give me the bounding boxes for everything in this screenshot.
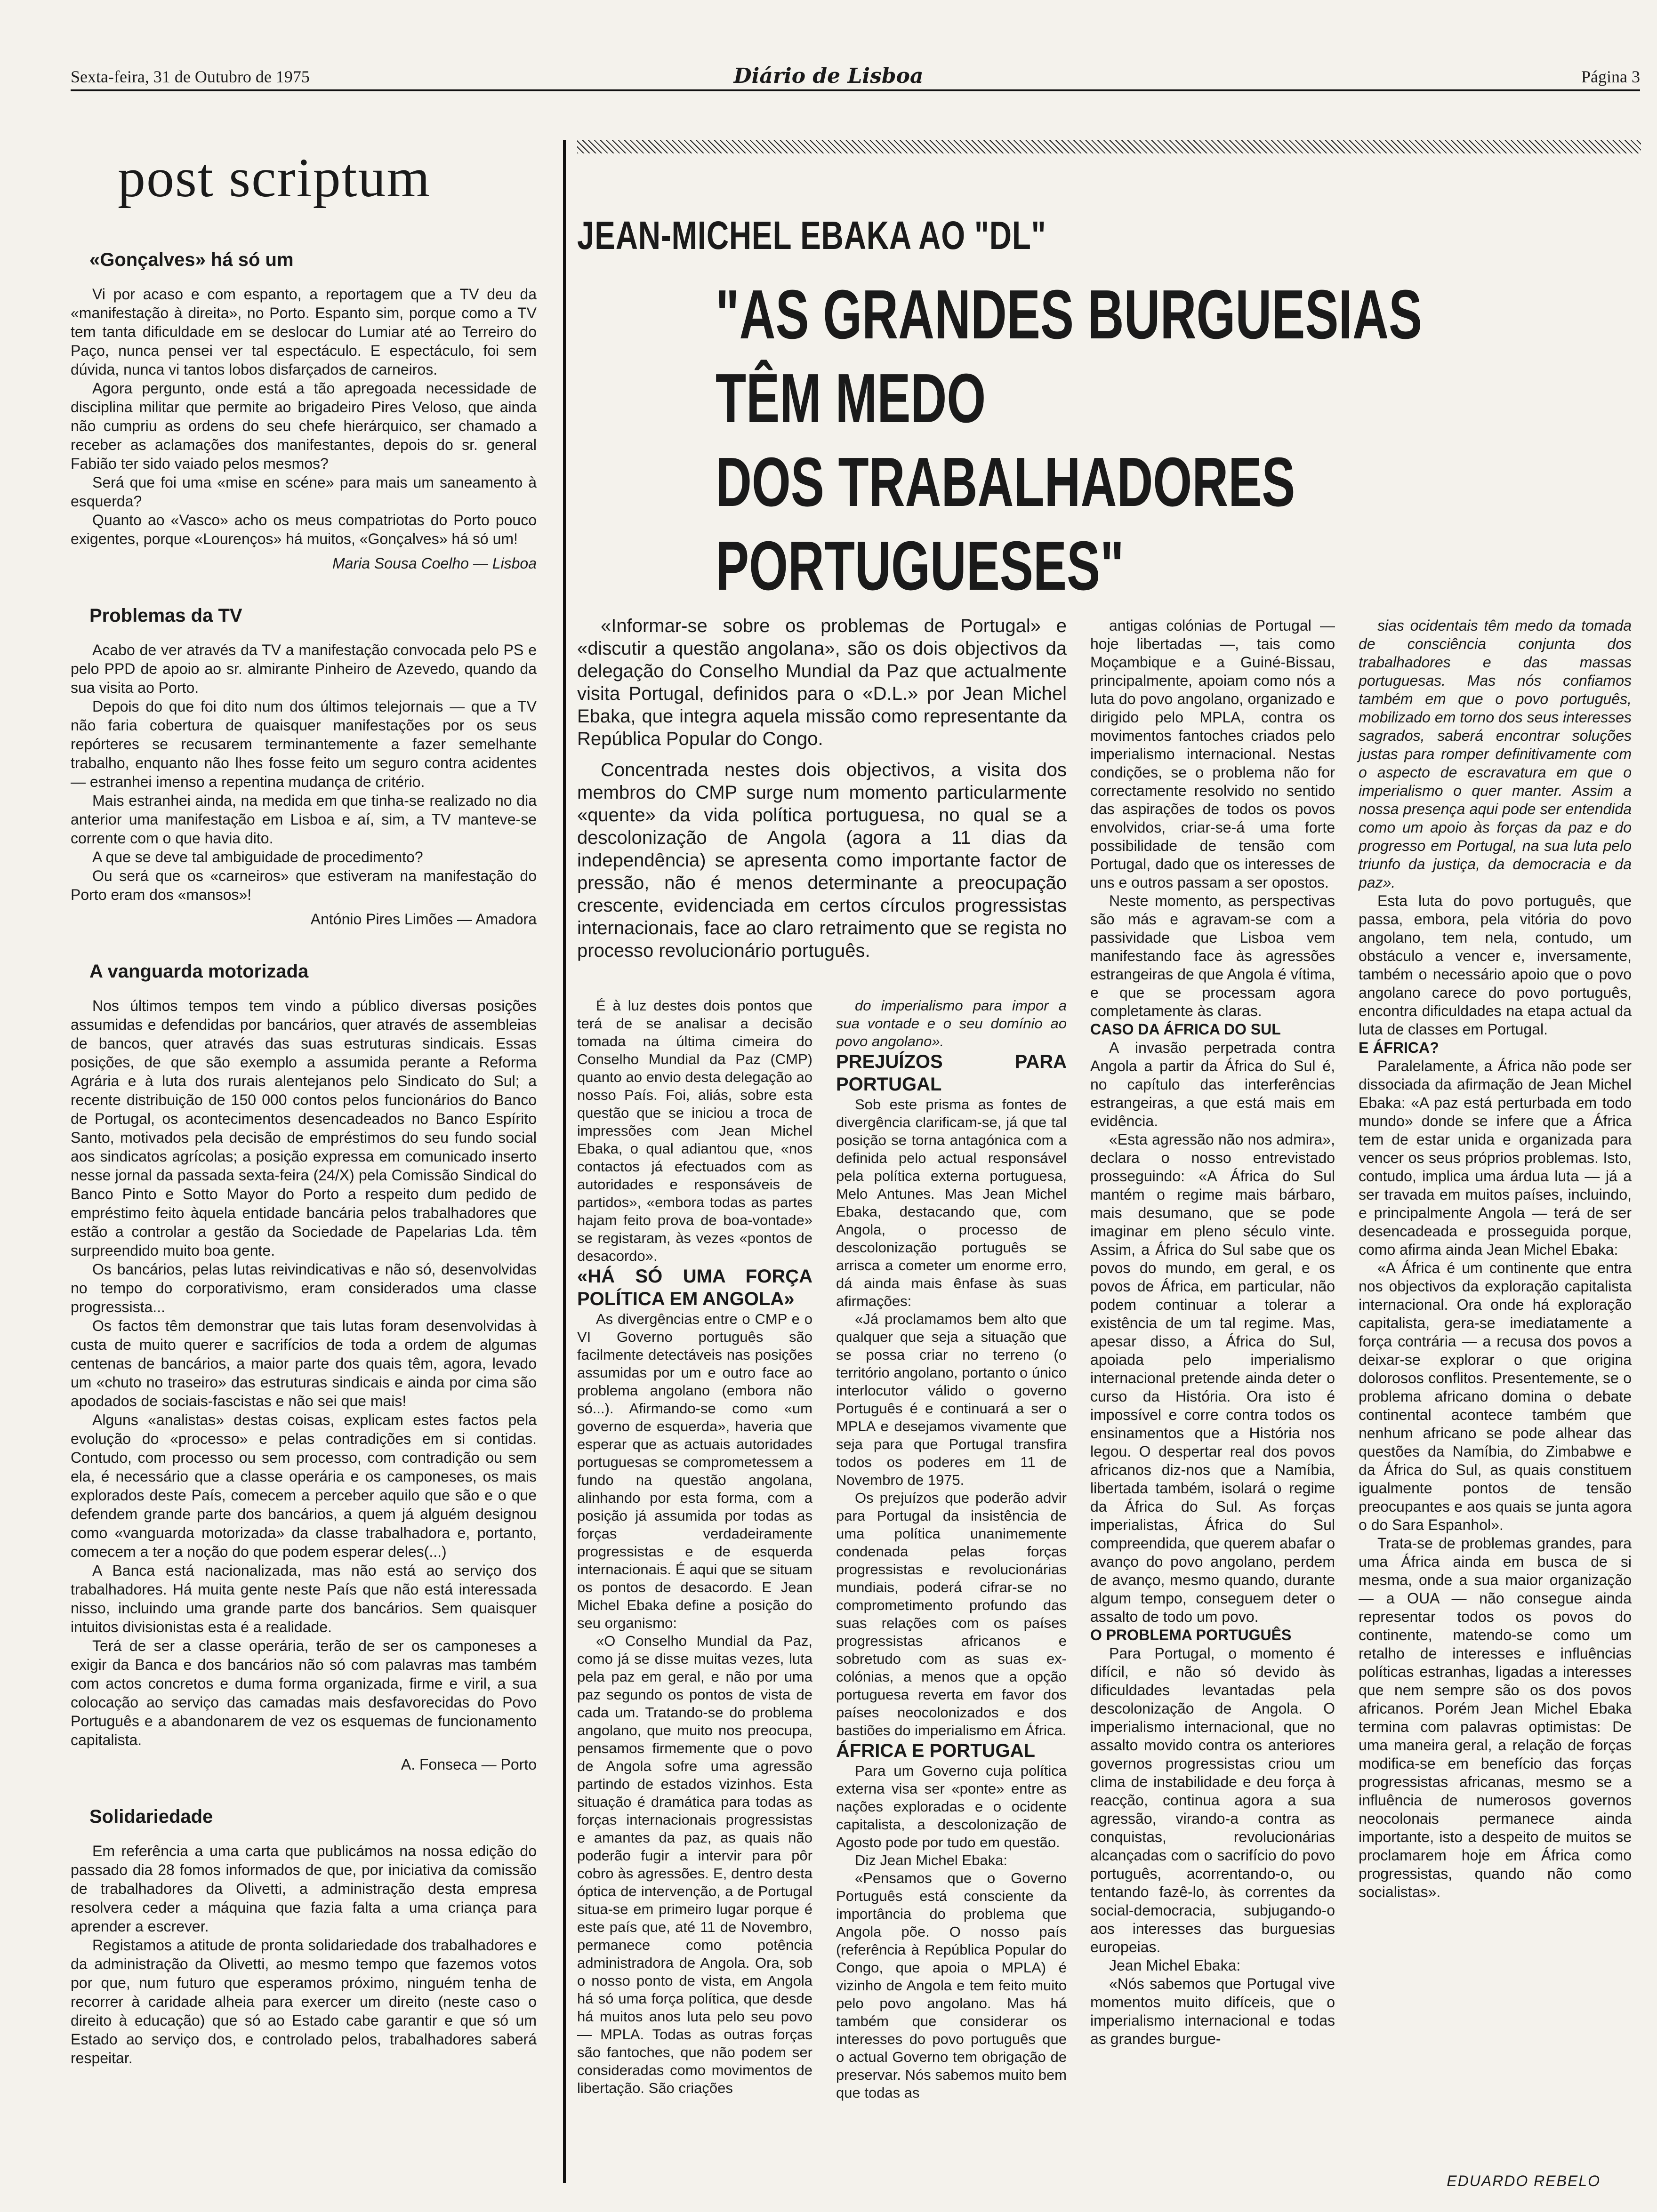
- paragraph: Vi por acaso e com espanto, a reportagem que a TV deu da «manifestação à direita», no Porto. Espanto sim, porque como a TV tem tanta dificuldade em se deslocar do Lumiar até ao Terreiro do Paço, nunca pensei ver tal espectáculo. E espectáculo, foi sem dúvida, nunca vi tantos lobos disfarçados de carneiros.: [71, 286, 537, 378]
- letter-signature: Maria Sousa Coelho — Lisboa: [332, 555, 537, 572]
- newspaper-name: Diário de Lisboa: [733, 64, 924, 88]
- paragraph: Nos últimos tempos tem vindo a público diversas posições assumidas e defendidas por bancários, quer através de assembleias de bancos, quer através das suas estruturas sindicais. Essas posições, de que são exemplo a assumida perante a Reforma Agrária e à luta dos rurais alentejanos pelo Sindicato do Sul; a recente distribuição de 150 000 contos pelos funcionários do Banco de Portugal, os acontecimentos desencadeados no Banco Espírito Santo, motivados pela decisão de empréstimos do seu fundo social aos sindicatos agrícolas; a posição expressa em comunicado inserto nesse jornal da passada sexta-feira (24/X) pela Comissão Sindical do Banco Pinto e Sotto Mayor do Porto a respeito dum pedido de empréstimo feito àquela entidade bancária pelos trabalhadores que estão a controlar a gestão da Sociedade de Papelarias Lda. têm surpreendido muito boa gente.: [71, 997, 537, 1259]
- paragraph: Os factos têm demonstrar que tais lutas foram desenvolvidas à custa de muito querer e sacrifícios de toda a ordem de algumas centenas de bancários, a maior parte dos quais têm, agora, levado um «chuto no traseiro» das estruturas sindicais e ainda por cima são apodados de sociais-fascistas e não sei que mais!: [71, 1317, 537, 1410]
- paragraph: antigas colónias de Portugal — hoje libertadas —, tais como Moçambique e a Guiné-Bissau, principalmente, apoiam como nós a luta do povo angolano, organizado e dirigido pelo MPLA, contra os movimentos fantoches criados pelo imperialismo internacional. Nestas condições, se o problema não for correctamente resolvido no sentido das aspirações de todos os povos envolvidos, criar-se-á uma forte possibilidade de tensão com Portugal, dado que os interesses de uns e outros passam a ser opostos.: [1090, 617, 1335, 891]
- paragraph: Neste momento, as perspectivas são más e agravam-se com a passividade que Lisboa vem manifestando face às agressões estrangeiras de que Angola é vítima, e que se processam agora completamente às claras.: [1090, 892, 1335, 1019]
- paragraph: Para Portugal, o momento é difícil, e não só devido às dificuldades levantadas pela descolonização de Angola. O imperialismo internacional, que no assalto movido contra os anteriores governos progressistas criou um clima de instabilidade e deu força à reacção, continua agora a sua agressão, virando-a contra as conquistas, revolucionárias alcançadas com o sacrifício do povo português, acorrentando-o, ou tentando fazê-lo, às correntes da social-democracia, subjugando-o aos interesses das burguesias europeias.: [1090, 1645, 1335, 1956]
- headline-line: "AS GRANDES BURGUESIAS: [716, 276, 1423, 353]
- paragraph: A que se deve tal ambiguidade de procedimento?: [92, 849, 423, 866]
- letter-heading: Solidariedade: [89, 1806, 213, 1827]
- paragraph: Os bancários, pelas lutas reivindicativas e não só, desenvolvidas no tempo do corporativismo, eram considerados uma classe progressista...: [71, 1261, 537, 1315]
- paragraph: A invasão perpetrada contra Angola a partir da África do Sul é, no capítulo das interferências estrangeiras, a que está mais em evidência.: [1090, 1039, 1335, 1130]
- paragraph: Sob este prisma as fontes de divergência clarificam-se, já que tal posição se torna antagónica com a definida pelo actual responsável pela política externa portuguesa, Melo Antunes. Mas Jean Michel Ebaka, destacando que, com Angola, o processo de descolonização português se arrisca a cometer um enorme erro, dá ainda mais ênfase às suas afirmações:: [836, 1096, 1067, 1309]
- paragraph: do imperialismo para impor a sua vontade e o seu domínio ao povo angolano».: [836, 997, 1067, 1050]
- headline-line: DOS TRABALHADORES: [716, 443, 1295, 521]
- letter: [71, 961, 537, 1773]
- headline-line: TÊM MEDO: [716, 360, 986, 437]
- article-column-4: [1359, 617, 1632, 1901]
- subheading: E ÁFRICA?: [1359, 1039, 1439, 1056]
- paragraph: Terá de ser a classe operária, terão de ser os camponeses a exigir da Banca e dos bancários não só com palavras mas também com actos concretos e duma forma organizada, firme e viril, a sua colocação ao serviço das camadas mais desfavorecidas do Povo Português e a abandonarem de vez os esquemas de funcionamento capitalista.: [71, 1637, 537, 1748]
- letter-signature: António Pires Limões — Amadora: [310, 911, 537, 928]
- paragraph: Trata-se de problemas grandes, para uma África ainda em busca de si mesma, onde a sua maior organização — a OUA — não consegue ainda representar todos os povos do continente, matendo-se como um retalho de interesses e influências políticas estranhas, ligadas a interesses que nem sempre são os dos povos africanos. Porém Jean Michel Ebaka termina com palavras optimistas: De uma maneira geral, a relação de forças modifica-se em benefício das forças progressistas africanas, mesmo se a influência de numerosos governos neocolonais permanece ainda importante, isto a despeito de muitos se proclamarem hoje em África como progressistas, quando não como socialistas».: [1359, 1535, 1632, 1900]
- paragraph: É à luz destes dois pontos que terá de se analisar a decisão tomada na última cimeira do Conselho Mundial da Paz (CMP) quanto ao envio desta delegação ao nosso País. Foi, aliás, sobre esta questão que se iniciou a troca de impressões com Jean Michel Ebaka, o qual adiantou que, «nos contactos já efectuados com as autoridades e responsáveis de partidos», «embora todas as partes hajam feito prova de boa-vontade» se registaram, às vezes «pontos de desacordo».: [577, 997, 812, 1264]
- paragraph: sias ocidentais têm medo da tomada de consciência conjunta dos trabalhadores e das massas portuguesas. Mas nós confiamos também em que o povo português, mobilizado em torno dos seus interesses sagrados, saberá encontrar soluções justas para romper definitivamente com o aspecto de escravatura em que o imperialismo o quer manter. Assim a nossa presença aqui pode ser entendida como um apoio às forças da paz e do progresso em Portugal, na sua luta pelo triunfo da justiça, da democracia e da paz».: [1359, 617, 1632, 891]
- letter-heading: Problemas da TV: [89, 605, 242, 626]
- paragraph: Em referência a uma carta que publicámos na nossa edição do passado dia 28 fomos informados de que, por iniciativa da comissão de trabalhadores da Olivetti, a administração desta empresa resolvera ceder a máquina que fazia falta a uma criança para aprender a escrever.: [71, 1843, 537, 1935]
- paragraph: Acabo de ver através da TV a manifestação convocada pelo PS e pelo PPD de apoio ao sr. almirante Pinheiro de Azevedo, quando da sua visita ao Porto.: [71, 641, 537, 696]
- letter-heading: A vanguarda motorizada: [89, 961, 309, 982]
- paragraph: «Nós sabemos que Portugal vive momentos muito difíceis, que o imperialismo internacional e todas as grandes burgue-: [1090, 1975, 1335, 2047]
- paragraph: As divergências entre o CMP e o VI Governo português são facilmente detectáveis nas posições assumidas por um e outro face ao problema angolano (embora não só...). Afirmando-se como «um governo de esquerda», haveria que esperar que as actuais autoridades portuguesas se comprometessem a fundo na questão angolana, alinhando por esta forma, com a posição já assumida por todas as forças verdadeiramente progressistas e de esquerda internacionais. É aqui que se situam os pontos de desacordo. E Jean Michel Ebaka define a posição do seu organismo:: [577, 1311, 812, 1631]
- letter: [71, 249, 537, 572]
- paragraph: Jean Michel Ebaka:: [1109, 1957, 1241, 1974]
- paragraph: «O Conselho Mundial da Paz, como já se disse muitas vezes, luta pela paz em geral, e não por uma paz segundo os pontos de vista de cada um. Tratando-se do problema angolano, que muito nos preocupa, pensamos firmemente que o povo de Angola sofre uma agressão partindo de estados vizinhos. Esta situação é dramática para todas as forças internacionais progressistas e amantes da paz, as quais não poderão fugir a intervir para pôr cobro às agressões. E, dentro desta óptica de intervenção, a de Portugal situa-se em primeiro lugar porque é este país que, até 11 de Novembro, permanece como potência administradora de Angola. Ora, sob o nosso ponto de vista, em Angola há só uma força política, que desde há muitos anos luta pelo seu povo — MPLA. Todas as outras forças são fantoches, que não podem ser consideradas como movimentos de libertação. São criações: [577, 1633, 812, 2096]
- intro-paragraph: Concentrada nestes dois objectivos, a visita dos membros do CMP surge num momento particularmente «quente» da vida política portuguesa, no qual se a descolonização de Angola (agora a 11 dias da independência) se apresenta como importante factor de pressão, não é menos determinante a preocupação crescente, evidenciada em certos círculos progressistas internacionais, face ao claro retraimento que se regista no processo revolucionário português.: [577, 760, 1067, 961]
- paragraph: A Banca está nacionalizada, mas não está ao serviço dos trabalhadores. Há muita gente neste País que não está interessada nisso, incluindo uma grande parte dos bancários. Sem quaisquer intuitos divisionistas esta é a realidade.: [71, 1562, 537, 1635]
- subheading: O PROBLEMA PORTUGUÊS: [1090, 1627, 1292, 1643]
- letter: [71, 1806, 537, 2068]
- paragraph: Os prejuízos que poderão advir para Portugal da insistência de uma política unanimemente condenada pelas forças progressistas e revolucionárias mundiais, poderá cifrar-se no comprometimento profundo das suas relações com os países progressistas africanos e sobretudo com as suas ex-colónias, a menos que a opção portuguesa reverta em favor dos países neocolonizados e dos bastiões do imperialismo em África.: [836, 1490, 1067, 1739]
- letter-heading: «Gonçalves» há só um: [89, 249, 294, 270]
- paragraph: Esta luta do povo português, que passa, embora, pela vitória do povo angolano, tem nela, contudo, um obstáculo a vencer e, inversamente, também o necessário apoio que o povo angolano carece do povo português, encontra dificuldades na etapa actual da luta de classes em Portugal.: [1359, 892, 1632, 1038]
- paragraph: «A África é um continente que entra nos objectivos da exploração capitalista internacional. Ora onde há exploração capitalista, gera-se imediatamente a força contrária — a recusa dos povos a deixar-se explorar o que origina dolorosos conflitos. Presentemente, se o problema africano domina o debate continental acontece também que nenhum africano se pode alhear das questões da Namíbia, do Zimbabwe e da África do Sul, as quais constituem igualmente pontos de tensão preocupantes e aos quais se junta agora o do Sara Espanhol».: [1359, 1259, 1632, 1533]
- intro-paragraph: «Informar-se sobre os problemas de Portugal» e «discutir a questão angolana», são os dois objectivos da delegação do Conselho Mundial da Paz que actualmente visita Portugal, definidos para o «D.L.» por Jean Michel Ebaka, que integra aquela missão como representante da República Popular do Congo.: [577, 616, 1067, 749]
- header-rule: [71, 89, 1640, 91]
- letter-signature: A. Fonseca — Porto: [401, 1756, 537, 1773]
- article-byline: EDUARDO REBELO: [1447, 2172, 1601, 2189]
- hatch-band: [577, 140, 1641, 153]
- paragraph: Quanto ao «Vasco» acho os meus compatriotas do Porto pouco exigentes, porque «Lourenços» há muitos, «Gonçalves» há só um!: [71, 512, 537, 547]
- paragraph: Registamos a atitude de pronta solidariedade dos trabalhadores e da administração da Olivetti, ao mesmo tempo que fazemos votos por que, num futuro que esperamos próximo, ninguém tenha de recorrer à caridade alheia para exercer um direito (neste caso o direito à educação) que só ao Estado cabe garantir e que só um Estado ao serviço dos, e controlado pelos, trabalhadores saberá respeitar.: [71, 1937, 537, 2067]
- article-column-3: [1090, 617, 1335, 2048]
- article-column-2: [836, 997, 1067, 2102]
- paragraph: Mais estranhei ainda, na medida em que tinha-se realizado no dia anterior uma manifestação em Lisboa e aí, sim, a TV manteve-se corrente com o que havia dito.: [71, 792, 537, 847]
- postscriptum-column: [71, 249, 537, 2068]
- paragraph: Agora pergunto, onde está a tão apregoada necessidade de disciplina militar que permite ao brigadeiro Pires Veloso, que ainda não cumpriu as ordens do seu chefe hierárquico, ser chamado a receber as aclamações dos manifestantes, depois do sr. general Fabião ter sido vaiado pelos mesmos?: [71, 380, 537, 472]
- paragraph: «Esta agressão não nos admira», declara o nosso entrevistado prosseguindo: «A África do Sul mantém o regime mais bárbaro, mais desumano, que se pode imaginar em pleno século vinte. Assim, a África do Sul sabe que os povos do mundo, em geral, e os povos de África, em particular, não podem continuar a tolerar a existência de um tal regime. Mas, apesar disso, a África do Sul, apoiada pelo imperialismo internacional pretende ainda deter o curso da História. Ora isto é impossível e corre contra todos os ensinamentos que a História nos legou. O despertar real dos povos africanos diz-nos que a Namíbia, libertada também, isolará o regime da África do Sul. As forças imperialistas, África do Sul compreendida, que querem abafar o avanço do povo angolano, perdem de avanço, mesmo quando, durante algum tempo, conseguem deter o assalto de todo um povo.: [1090, 1131, 1335, 1625]
- paragraph: Diz Jean Michel Ebaka:: [855, 1852, 1007, 1868]
- paragraph: «Já proclamamos bem alto que qualquer que seja a situação que se possa criar no terreno (o território angolano, portanto o único interlocutor válido o governo Português é e continuará a ser o MPLA e desejamos vivamente que seja para que Portugal transfira todos os poderes em 11 de Novembro de 1975.: [836, 1311, 1067, 1488]
- page-number: Página 3: [1581, 67, 1640, 86]
- subheading: CASO DA ÁFRICA DO SUL: [1090, 1021, 1281, 1038]
- letter: [71, 605, 537, 928]
- paragraph: Alguns «analistas» destas coisas, explicam estes factos pela evolução do «processo» e pelas contradições em si contidas. Contudo, com processo ou sem processo, com contradição ou sem ela, é necessário que a classe operária e os camponeses, os mais explorados deste País, comecem a perceber aquilo que são e o que defendem grande parte dos bancários, a quem já alguém designou como «vanguarda motorizada» da classe trabalhadora e, portanto, comecem a ter a noção do que podem esperar deles(...): [71, 1411, 537, 1560]
- subheading: ÁFRICA E PORTUGAL: [836, 1740, 1035, 1761]
- article-column-1: [577, 997, 812, 2097]
- header-date: Sexta-feira, 31 de Outubro de 1975: [71, 67, 310, 86]
- paragraph: Paralelamente, a África não pode ser dissociada da afirmação de Jean Michel Ebaka: «A paz está perturbada em todo mundo» donde se infere que a África tem de estar unida e organizada para vencer os seus próprios problemas. Isto, contudo, implica uma árdua luta — já a ser travada em muitos países, incluindo, e principalmente Angola — terá de ser desencadeada e prosseguida porque, como afirma ainda Jean Michel Ebaka:: [1359, 1058, 1632, 1258]
- subheading: PREJUÍZOS PARA PORTUGAL: [836, 1051, 1067, 1095]
- article-headline: [716, 273, 1638, 608]
- paragraph: Para um Governo cuja política externa visa ser «ponte» entre as nações exploradas e o ocidente capitalista, a descolonização de Agosto pode por tudo em questão.: [836, 1763, 1067, 1851]
- paragraph: «Pensamos que o Governo Português está consciente da importância do problema que Angola põe. O nosso país (referência à República Popular do Congo, que apoia o MPLA) é vizinho de Angola e tem feito muito pelo povo angolano. Mas há também que considerar os interesses do povo português que o actual Governo tem obrigação de preservar. Nós sabemos muito bem que todas as: [836, 1870, 1067, 2101]
- paragraph: Ou será que os «carneiros» que estiveram na manifestação do Porto eram dos «mansos»!: [71, 867, 537, 903]
- headline-line: PORTUGUESES": [716, 527, 1124, 605]
- article-intro: [577, 615, 1067, 970]
- article-kicker: JEAN-MICHEL EBAKA AO "DL": [577, 213, 1046, 257]
- postscriptum-title: post scriptum: [118, 147, 431, 208]
- paragraph: Depois do que foi dito num dos últimos telejornais — que a TV não faria cobertura de quaisquer manifestações por os seus repórteres se recusarem terminantemente a fazer semelhante trabalho, enquanto não lhes fosse feito um seguro contra acidentes — estranhei imenso a repentina mudança de critério.: [71, 698, 537, 790]
- paragraph: Será que foi uma «mise en scéne» para mais um saneamento à esquerda?: [71, 474, 537, 510]
- subheading: «HÁ SÓ UMA FORÇA POLÍTICA EM ANGOLA»: [577, 1266, 812, 1309]
- column-divider: [563, 140, 566, 2183]
